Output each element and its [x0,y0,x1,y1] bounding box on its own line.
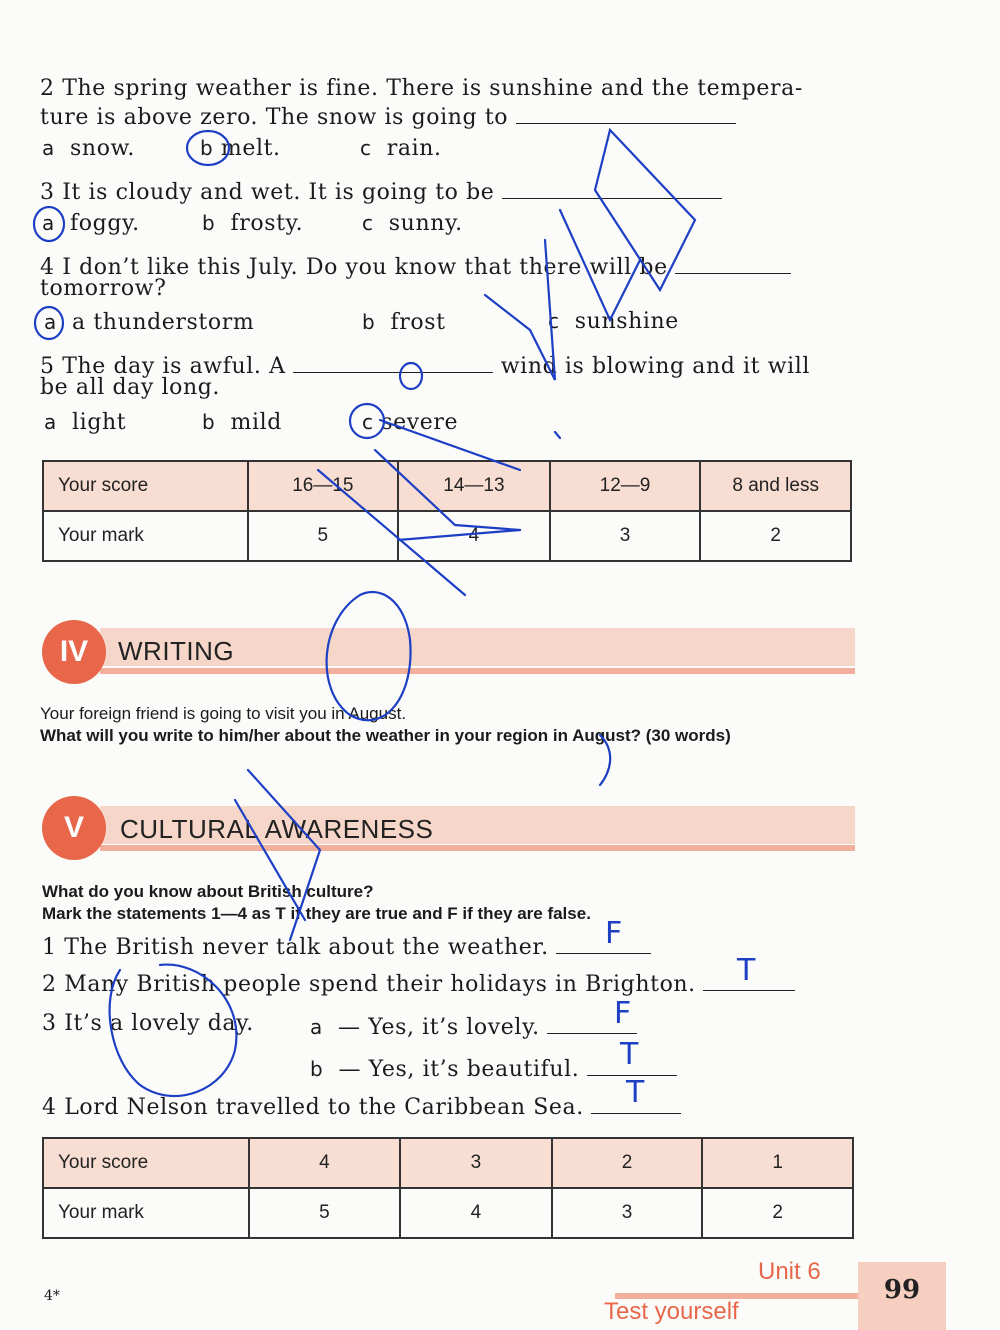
circle-q2-b [187,131,229,165]
score-cell: 8 and less [700,461,851,511]
page-number: 99 [858,1262,946,1330]
q5-option-a[interactable]: a light [44,410,127,435]
q5-option-b[interactable]: b mild [202,410,282,435]
section4-title: WRITING [118,636,235,666]
q5-option-c[interactable]: c severe [362,410,459,435]
q3-option-b[interactable]: b frosty. [202,211,304,236]
ink-dot [555,432,560,438]
scribble-checkmark-top [595,130,695,290]
circle-q3-a [34,207,64,241]
score-cell: 4 [249,1138,401,1188]
handwritten-o-mark [400,363,422,389]
section5-question: What do you know about British culture? [42,882,374,901]
q3-option-c[interactable]: c sunny. [362,211,463,236]
scribble-line-4 [398,530,520,540]
scribble-v [485,240,555,380]
circle-q5-c [350,404,384,438]
answer-3a-handwritten: F [614,996,632,1031]
scribble-line-6 [235,800,305,920]
q2-line1: 2 The spring weather is fine. There is sunshine and the tempera- [40,76,803,101]
section-label: Test yourself [604,1298,739,1325]
mark-cell: 5 [248,511,399,561]
score-cell: 3 [400,1138,552,1188]
statement-2: 2 Many British people spend their holidays in Brighton. [42,968,795,997]
circle-q4-a [35,307,63,339]
statement-3: 3 It’s a lovely day. [42,1011,254,1036]
mark-cell: 5 [249,1188,401,1238]
q5-line1: 5 The day is awful. A wind is blowing and it will [40,350,810,379]
q3-line1: 3 It is cloudy and wet. It is going to be [40,176,722,205]
section4-prompt: Your foreign friend is going to visit you in August. [40,704,407,723]
q3-option-a[interactable]: a foggy. [42,211,140,236]
mark-cell: 4 [398,511,550,561]
section5-instruction: Mark the statements 1—4 as T if they are true and F if they are false. [42,904,591,923]
statement-4: 4 Lord Nelson travelled to the Caribbean Sea. [42,1091,681,1120]
q4-option-b[interactable]: b frost [362,310,446,335]
score-label: Your score [43,461,248,511]
signature-mark: 4* [44,1288,60,1304]
q4-option-c[interactable]: c sunshine [548,309,679,334]
q2-option-a[interactable]: a snow. [42,136,135,161]
mark-label: Your mark [43,1188,249,1238]
section4-task: What will you write to him/her about the weather in your region in August? (30 words) [40,726,731,745]
q5-line2: be all day long. [40,375,221,400]
section5-badge: V [42,796,106,860]
q4-line2: tomorrow? [40,276,167,301]
mark-label: Your mark [43,511,248,561]
statement-3b: b — Yes, it’s beautiful. [310,1053,677,1082]
statement-1: 1 The British never talk about the weather. [42,931,651,960]
mark-cell: 2 [702,1188,853,1238]
q4-line1: 4 I don’t like this July. Do you know that there will be [40,251,791,280]
score-label: Your score [43,1138,249,1188]
scribble-oval-bottom [110,965,237,1096]
answer-1-handwritten: F [605,916,623,951]
section4-badge: IV [42,620,106,684]
scribble-oval-big [327,592,411,720]
q2-option-b[interactable]: b melt. [200,136,281,161]
mark-cell: 3 [552,1188,703,1238]
score-cell: 2 [552,1138,703,1188]
answer-4-handwritten: T [626,1075,645,1110]
scribble-top-2 [560,210,640,320]
unit-label: Unit 6 [758,1258,821,1285]
scribble-line-1 [380,420,520,470]
scribble-line-2 [318,470,465,595]
mark-cell: 4 [400,1188,552,1238]
q2-line2: ture is above zero. The snow is going to [40,101,736,130]
scribble-curve [600,735,610,785]
section5-title: CULTURAL AWARENESS [120,814,434,844]
answer-2-handwritten: T [737,953,756,988]
scribble-line-5 [248,770,320,940]
score-cell: 1 [702,1138,853,1188]
mark-cell: 3 [550,511,701,561]
answer-3b-handwritten: T [620,1037,639,1072]
score-cell: 12—9 [550,461,701,511]
statement-3a: a — Yes, it’s lovely. [310,1011,637,1040]
score-cell: 16—15 [248,461,399,511]
score-cell: 14—13 [398,461,550,511]
mark-cell: 2 [700,511,851,561]
q2-option-c[interactable]: c rain. [360,136,442,161]
q4-option-a[interactable]: a a thunderstorm [44,310,255,335]
